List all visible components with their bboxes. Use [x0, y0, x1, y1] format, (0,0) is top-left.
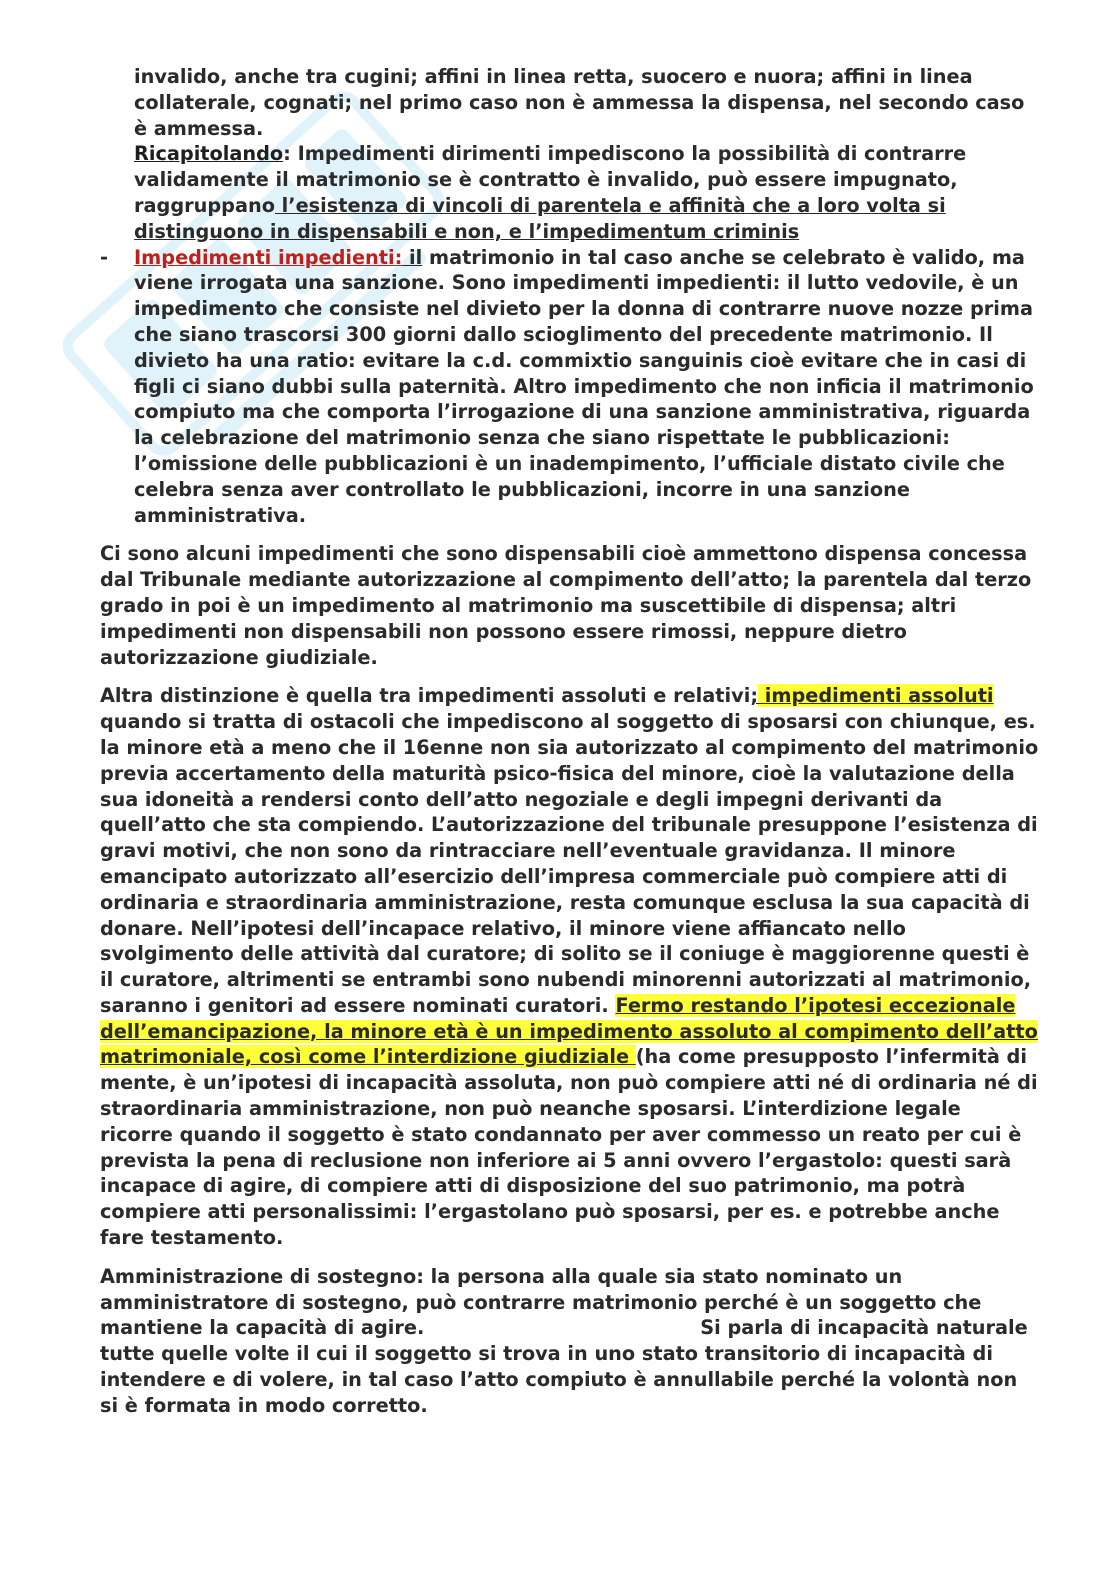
document-page [100, 64, 1040, 1419]
para3-text1: quando si tratta di ostacoli che impediscono al soggetto di sposarsi con chiunque, es. la minore età a meno che il 16enne non sia autorizzato al compimento del matrimonio previa accertamento della maturità psico-fisica del minore, cioè la valutazione della sua idoneità a rendersi conto dell’atto negoziale e degli impegni derivanti da quell’atto che sta compiendo. L’autorizzazione del tribunale presuppone l’esistenza di gravi motivi, che non sono da rintracciare nell’eventuale gravidanza. Il minore emancipato autorizzato all’esercizio dell’impresa commerciale può compiere atti di ordinaria e straordinaria amministrazione, resta comunque esclusa la sua capacità di donare. Nell’ipotesi dell’incapace relativo, il minore viene affiancato nello svolgimento delle attività dal curatore; di solito se il coniuge è maggiorenne questi è il curatore, altrimenti se entrambi sono nubendi minorenni autorizzati al matrimonio, saranno i genitori ad essere nominati curatori. [100, 710, 1039, 1017]
para4-text1: Amministrazione di sostegno: la persona alla quale sia stato nominato un amministratore di sostegno, può contrarre matrimonio perché è un soggetto che mantiene la capacità di agire. [100, 1264, 982, 1340]
bullet-title-tail: il [402, 245, 423, 269]
paragraph-assoluti-relativi [100, 683, 1040, 1251]
recap-text: : Impedimenti dirimenti impediscono la possibilità di contrarre validamente il matrimonio se è contratto è invalido, può essere impugnato, raggruppano [134, 142, 967, 217]
paragraph-continuation [100, 64, 1040, 245]
bullet-paragraph [134, 245, 1040, 529]
highlight-impedimenti-assoluti: impedimenti assoluti [758, 684, 994, 708]
highlight-minore-eta: Fermo restando l’ipotesi eccezionale dell’emancipazione, la minore età è un impedimento assoluto al compimento dell’atto matrimoniale, così come l’interdizione giudiziale [100, 993, 1038, 1069]
continuation-text: invalido, anche tra cugini; affini in linea retta, suocero e nuora; affini in linea collaterale, cognati; nel primo caso non è ammessa la dispensa, nel secondo caso è ammessa. [134, 65, 1025, 140]
bullet-dash: - [100, 245, 109, 269]
spacer [100, 1251, 1040, 1264]
bullet-item-impedimenti-impedienti [100, 245, 1040, 529]
recap-underlined-text: l’esistenza di vincoli di parentela e affinità che a loro volta si distinguono in dispensabili e non, e l’impedimentum criminis [134, 193, 946, 243]
recap-paragraph [134, 141, 1040, 244]
para3-intro: Altra distinzione è quella tra impedimenti assoluti e relativi [100, 684, 751, 708]
bullet-text: matrimonio in tal caso anche se celebrato è valido, ma viene irrogata una sanzione. Sono impedimenti impedienti: il lutto vedovile, è un impedimento che consiste nel divieto per la donna di contrarre nuove nozze prima che siano trascorsi 300 giorni dallo scioglimento del precedente matrimonio. Il divieto ha una ratio: evitare la c.d. commixtio sanguinis cioè evitare che in casi di figli ci siano dubbi sulla paternità. Altro impedimento che non inficia il matrimonio compiuto ma che comporta l’irrogazione di una sanzione amministrativa, riguarda la celebrazione del matrimonio senza che siano rispettate le pubblicazioni: l’omissione delle pubblicazioni è un inadempimento, l’ufficiale distato civile che celebra senza aver controllato le pubblicazioni, incorre in una sanzione amministrativa. [134, 245, 1034, 527]
paragraph-dispensabili: Ci sono alcuni impedimenti che sono dispensabili cioè ammettono dispensa concessa dal Tribunale mediante autorizzazione al compimento dell’atto; la parentela dal terzo grado in poi è un impedimento al matrimonio ma suscettibile di dispensa; altri impedimenti non dispensabili non possono essere rimossi, neppure dietro autorizzazione giudiziale. [100, 542, 1032, 669]
para4-text2: Si parla di incapacità naturale tutte quelle volte il cui il soggetto si trova in uno stato transitorio di incapacità di intendere e di volere, in tal caso l’atto compiuto è annullabile perché la volontà non si è formata in modo corretto. [100, 1316, 1028, 1417]
spacer [100, 670, 1040, 683]
paragraph-amministrazione-sostegno [100, 1264, 1040, 1419]
para3-text2: (ha come presupposto l’infermità di mente, è un’ipotesi di incapacità assoluta, non può compiere atti né di ordinaria né di straordinaria amministrazione, non può neanche sposarsi. L’interdizione legale ricorre quando il soggetto è stato condannato per aver commesso un reato per cui è prevista la pena di reclusione non inferiore ai 5 anni ovvero l’ergastolo: questi sarà incapace di agire, di compiere atti di disposizione del suo patrimonio, ma potrà compiere atti personalissimi: l’ergastolano può sposarsi, per es. e potrebbe anche fare testamento. [100, 1045, 1038, 1250]
spacer [100, 528, 1040, 541]
bullet-title: Impedimenti impedienti: [134, 245, 403, 269]
recap-label: Ricapitolando [134, 142, 284, 166]
para3-intro-punct: ; [750, 684, 759, 708]
